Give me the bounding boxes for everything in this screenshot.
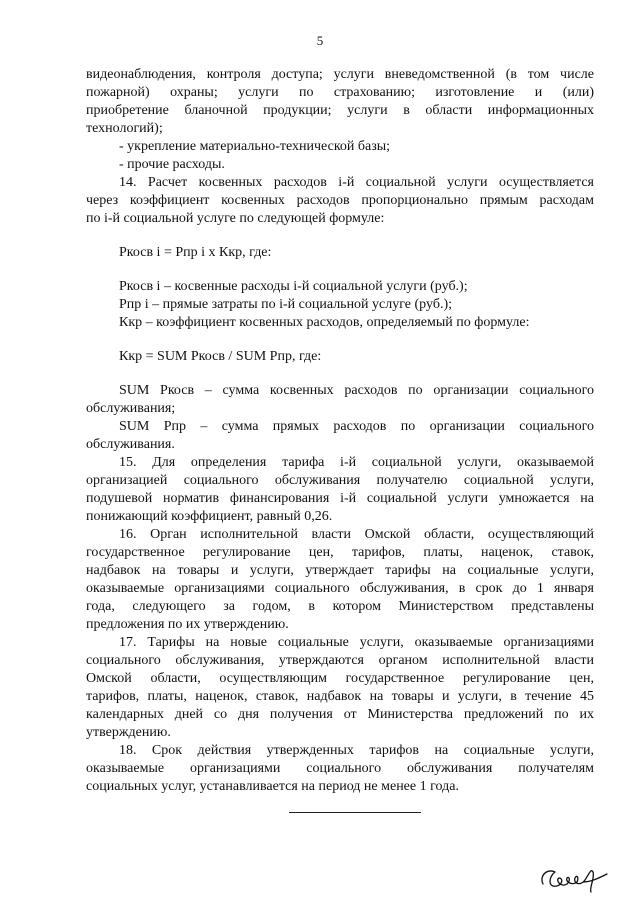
text-line: SUM Рпр – сумма прямых расходов по организации социального <box>119 419 594 434</box>
text-line: 18. Срок действия утвержденных тарифов на социальные услуги, <box>119 743 594 758</box>
text-line: оказываемые организациями социального обслуживания, в срок до 1 января <box>86 581 594 596</box>
page-number: 5 <box>316 33 324 48</box>
text-line: - укрепление материально-технической базы; <box>119 139 391 154</box>
text-line: 16. Орган исполнительной власти Омской области, осуществляющий <box>119 527 594 542</box>
text-line: предложения по их утверждению. <box>86 617 289 632</box>
text-line: 14. Расчет косвенных расходов i-й социальной услуги осуществляется <box>119 175 594 190</box>
text-line: обслуживания. <box>86 437 175 452</box>
text-line: SUM Ркосв – сумма косвенных расходов по организации социального <box>119 383 594 398</box>
handwritten-signature <box>537 862 611 898</box>
text-line: технологий); <box>86 121 163 136</box>
text-line: надбавок на товары и услуги, утверждает тарифы на социальные услуги, <box>86 563 594 578</box>
text-line: тарифов, платы, наценок, ставок, надбавок на товары и услуги, в течение 45 <box>86 689 594 704</box>
text-line: понижающий коэффициент, равный 0,26. <box>86 509 333 524</box>
text-line: социального обслуживания, утверждаются органом исполнительной власти <box>86 653 594 668</box>
text-line: - прочие расходы. <box>119 157 225 172</box>
formula-line: Ркосв i = Рпр i х Ккр, где: <box>119 245 272 260</box>
text-line: 17. Тарифы на новые социальные услуги, оказываемые организациями <box>119 635 594 650</box>
text-line: оказываемые организациями социального обслуживания получателям <box>86 761 594 776</box>
text-line: Ркосв i – косвенные расходы i-й социальной услуги (руб.); <box>119 279 468 294</box>
text-line: календарных дней со дня получения от Министерства предложений по их <box>86 707 594 722</box>
text-line: приобретение бланочной продукции; услуги в области информационных <box>86 103 594 118</box>
text-line: по i-й социальной услуге по следующей формуле: <box>86 211 385 226</box>
text-line: Ккр – коэффициент косвенных расходов, определяемый по формуле: <box>119 315 530 330</box>
text-line: 15. Для определения тарифа i-й социальной услуги, оказываемой <box>119 455 594 470</box>
text-line: Омской области, осуществляющим государственное регулирование цен, <box>86 671 594 686</box>
text-line: года, следующего за годом, в котором Министерством представлены <box>86 599 594 614</box>
text-line: утверждению. <box>86 725 171 740</box>
text-line: видеонаблюдения, контроля доступа; услуги вневедомственной (в том числе <box>86 67 594 82</box>
text-line: пожарной) охраны; услуги по страхованию; изготовление и (или) <box>86 85 594 100</box>
formula-line: Ккр = SUM Ркосв / SUM Рпр, где: <box>119 349 322 364</box>
text-line: социальных услуг, устанавливается на период не менее 1 года. <box>86 779 459 794</box>
text-line: обслуживания; <box>86 401 176 416</box>
text-line: через коэффициент косвенных расходов пропорционально прямым расходам <box>86 193 594 208</box>
text-line: подушевой норматив финансирования i-й социальной услуги умножается на <box>86 491 594 506</box>
section-divider <box>289 812 421 813</box>
text-line: государственное регулирование цен, тарифов, платы, наценок, ставок, <box>86 545 594 560</box>
text-line: организацией социального обслуживания получателю социальной услуги, <box>86 473 594 488</box>
text-line: Рпр i – прямые затраты по i-й социальной услуге (руб.); <box>119 297 452 312</box>
